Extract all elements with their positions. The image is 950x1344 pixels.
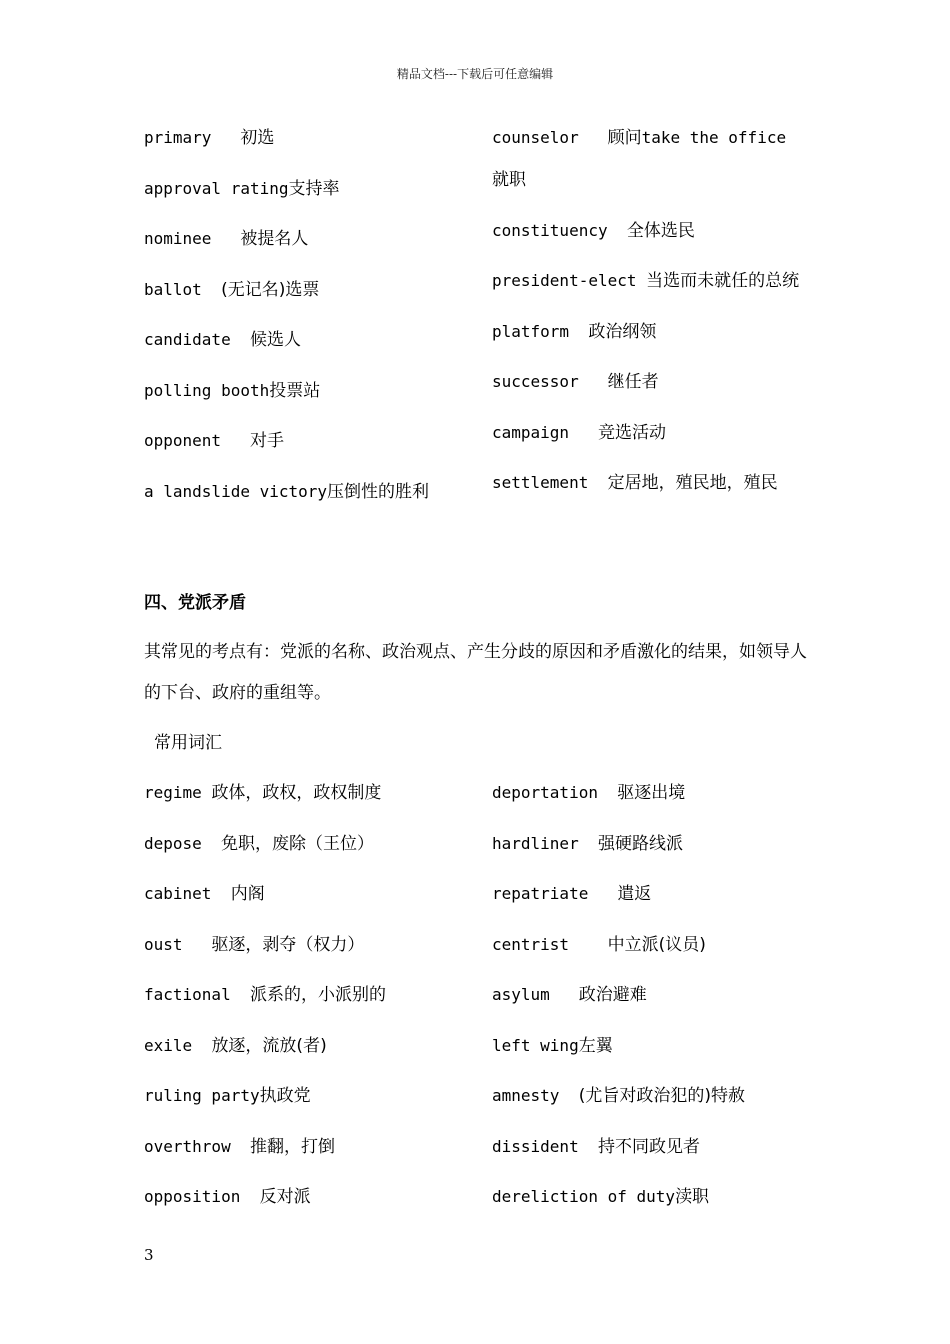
vocab-meaning: 中立派(议员) [607, 934, 706, 955]
vocab-term: nominee [144, 229, 241, 248]
vocab-entry [144, 1126, 474, 1168]
vocab-meaning: 渎职 [675, 1187, 710, 1207]
vocab-entry [492, 462, 812, 504]
vocab-entry [144, 269, 474, 311]
vocab-term: successor [492, 372, 608, 391]
vocab-subheading: 常用词汇 [154, 733, 222, 753]
vocab-meaning: 全体选民 [626, 220, 695, 241]
vocab-meaning: 免职，废除（王位） [221, 833, 375, 854]
vocab-entry [492, 873, 812, 915]
vocab-entry [144, 168, 474, 210]
vocab-term: deportation [492, 783, 618, 802]
vocab-column-left-1 [144, 117, 474, 521]
vocab-meaning: 左翼 [578, 1035, 613, 1056]
page-header: 精品文档---下载后可任意编辑 [396, 67, 554, 81]
vocab-term: exile [144, 1035, 212, 1055]
vocab-meaning: 候选人 [249, 330, 301, 350]
vocab-term: approval rating [144, 178, 289, 198]
vocab-entry [144, 319, 474, 361]
vocab-meaning: 初选 [240, 128, 275, 148]
vocab-meaning: 投票站 [269, 380, 321, 401]
vocab-term: left wing [492, 1035, 579, 1055]
vocab-meaning: 顾问 [607, 128, 642, 148]
vocab-term: hardliner [492, 833, 598, 853]
vocab-term: primary [144, 128, 241, 147]
vocab-entry [144, 873, 474, 915]
vocab-entry [492, 1075, 812, 1117]
vocab-meaning: 放逐，流放(者) [211, 1035, 327, 1056]
vocab-meaning: 执政党 [259, 1086, 311, 1106]
vocab-entry [492, 1025, 812, 1067]
vocab-meaning: 派系的，小派别的 [249, 985, 386, 1005]
vocab-term: opponent [144, 431, 250, 450]
vocab-term: president-elect [492, 271, 647, 290]
vocab-column-right-2 [492, 772, 812, 1227]
vocab-meaning: 遣返 [617, 884, 652, 904]
vocab-entry [492, 311, 812, 353]
vocab-entry [144, 823, 474, 865]
vocab-entry [492, 1126, 812, 1168]
vocab-entry [144, 420, 474, 462]
page-number: 3 [144, 1246, 154, 1264]
vocab-meaning: 反对派 [259, 1187, 311, 1207]
vocab-meaning: 定居地，殖民地，殖民 [607, 473, 778, 493]
vocab-term: take the office [641, 128, 787, 147]
vocab-entry [144, 772, 474, 814]
vocab-term: centrist [492, 934, 608, 954]
vocab-term: opposition [144, 1187, 260, 1206]
vocab-entry [144, 1176, 474, 1218]
section-paragraph: 其常见的考点有：党派的名称、政治观点、产生分歧的原因和矛盾激化的结果，如领导人的下台、政府的重组等。 [144, 642, 807, 703]
vocab-meaning: 就职 [492, 170, 526, 190]
vocab-column-right-1 [492, 117, 812, 513]
vocab-entry [492, 117, 812, 201]
vocab-meaning: 竞选活动 [597, 422, 666, 443]
vocab-term: factional [144, 985, 250, 1004]
vocab-entry [144, 974, 474, 1016]
vocab-term: counselor [492, 128, 608, 147]
vocab-term: oust [144, 934, 212, 954]
vocab-meaning: 内阁 [230, 884, 265, 904]
vocab-entry [492, 210, 812, 252]
vocab-entry [492, 924, 812, 966]
vocab-term: cabinet [144, 884, 231, 903]
vocab-meaning: (无记名)选票 [221, 279, 320, 300]
vocab-meaning: 驱逐，剥夺（权力） [211, 934, 365, 955]
vocab-term: regime [144, 783, 212, 802]
vocab-entry [144, 1075, 474, 1117]
vocab-meaning: 压倒性的胜利 [327, 481, 430, 502]
vocab-term: polling booth [144, 380, 270, 400]
vocab-meaning: 被提名人 [240, 229, 309, 249]
vocab-meaning: (尤旨对政治犯的)特赦 [578, 1086, 745, 1106]
vocab-entry [492, 260, 812, 302]
vocab-term: asylum [492, 985, 579, 1004]
vocab-meaning: 对手 [249, 431, 284, 451]
vocab-entry [144, 471, 474, 513]
vocab-entry [492, 772, 812, 814]
vocab-meaning: 推翻，打倒 [249, 1136, 335, 1157]
vocab-meaning: 驱逐出境 [617, 783, 686, 803]
vocab-term: overthrow [144, 1136, 250, 1156]
vocab-term: dissident [492, 1136, 598, 1156]
vocab-term: repatriate [492, 884, 618, 903]
vocab-term: dereliction of duty [492, 1187, 676, 1206]
vocab-meaning: 支持率 [288, 178, 340, 199]
vocab-entry [144, 924, 474, 966]
vocab-entry [144, 1025, 474, 1067]
vocab-term: constituency [492, 220, 627, 240]
vocab-entry [144, 370, 474, 412]
vocab-meaning: 政治纲领 [588, 321, 657, 342]
section-title: 四、党派矛盾 [144, 593, 246, 613]
vocab-entry [492, 1176, 812, 1218]
vocab-meaning: 政治避难 [578, 985, 647, 1005]
vocab-entry [492, 823, 812, 865]
vocab-entry [492, 361, 812, 403]
vocab-meaning: 政体，政权，政权制度 [211, 783, 382, 803]
vocab-term: ruling party [144, 1086, 260, 1105]
vocab-term: a landslide victory [144, 481, 328, 501]
vocab-meaning: 继任者 [607, 372, 659, 392]
vocab-term: ballot [144, 279, 222, 299]
vocab-meaning: 强硬路线派 [597, 833, 683, 854]
vocab-term: platform [492, 321, 589, 341]
vocab-entry [492, 974, 812, 1016]
vocab-term: depose [144, 833, 222, 853]
vocab-meaning: 持不同政见者 [597, 1136, 700, 1157]
vocab-term: candidate [144, 330, 250, 349]
vocab-entry [144, 218, 474, 260]
vocab-entry [492, 412, 812, 454]
vocab-meaning: 当选而未就任的总统 [646, 271, 800, 291]
vocab-term: amnesty [492, 1086, 579, 1105]
vocab-term: campaign [492, 422, 598, 442]
vocab-column-left-2 [144, 772, 474, 1227]
vocab-entry [144, 117, 474, 159]
vocab-term: settlement [492, 473, 608, 492]
